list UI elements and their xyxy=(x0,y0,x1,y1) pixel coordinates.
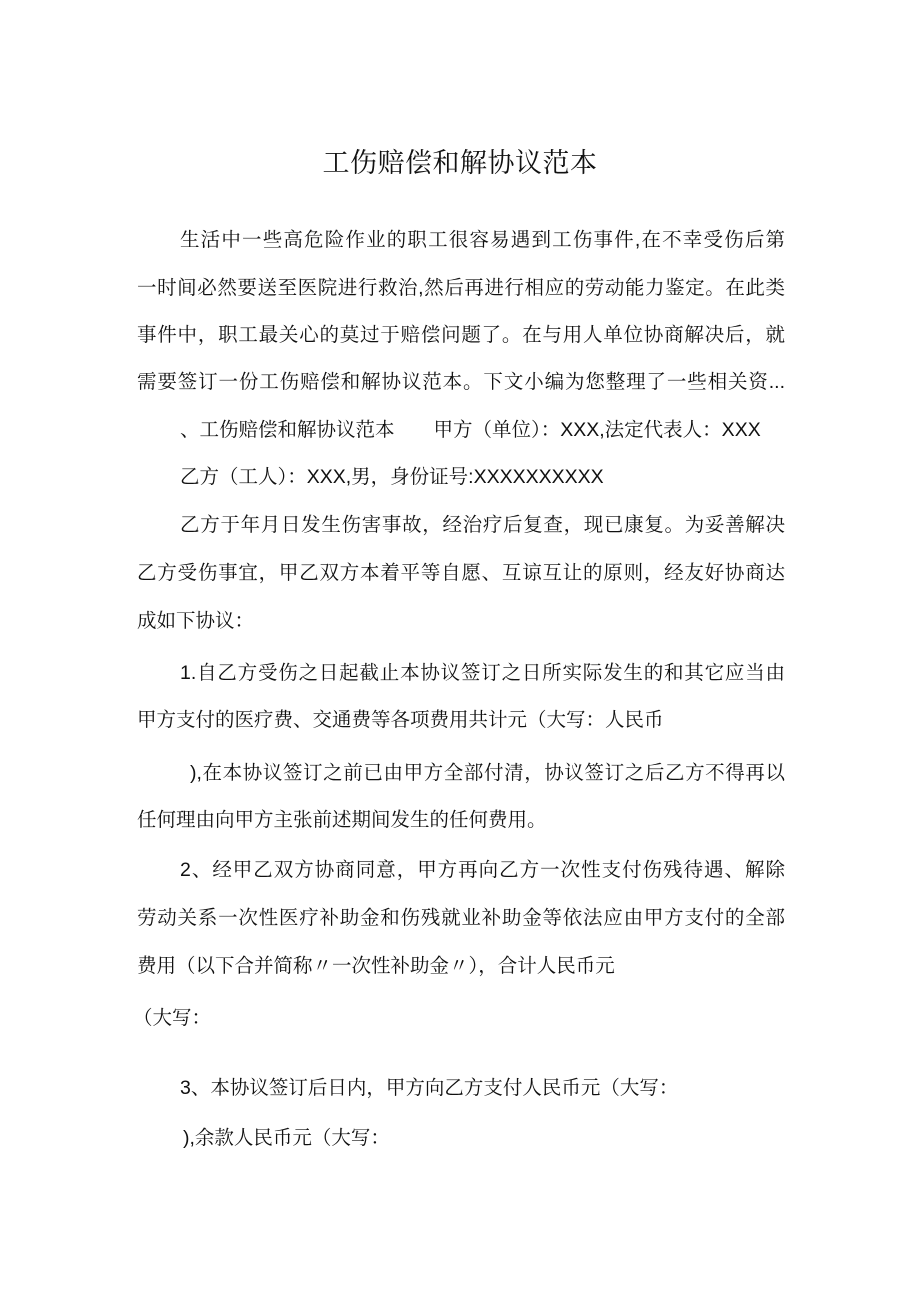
clause-2-line: 劳动关系一次性医疗补助金和伤残就业补助金等依法应由甲方支付的全部 xyxy=(137,907,785,929)
clause-2-line: 2、经甲乙双方协商同意，甲方再向乙方一次性支付伤残待遇、解除 xyxy=(180,859,785,881)
clause-3-line: ),余款人民币元（大写： xyxy=(183,1127,390,1149)
paragraph-line: 成如下协议： xyxy=(137,610,255,632)
clause-1-line: ),在本协议签订之前已由甲方全部付清，协议签订之后乙方不得再以 xyxy=(190,762,785,784)
clause-1-line: 1.自乙方受伤之日起截止本协议签订之日所实际发生的和其它应当由 xyxy=(180,662,785,684)
clause-1-line: 任何理由向甲方主张前述期间发生的任何费用。 xyxy=(137,809,547,831)
paragraph-line: 需要签订一份工伤赔偿和解协议范本。下文小编为您整理了一些相关资... xyxy=(137,371,785,393)
clause-2-line: 费用（以下合并简称〃一次性补助金〃），合计人民币元 xyxy=(137,955,615,977)
paragraph-line: 生活中一些高危险作业的职工很容易遇到工伤事件,在不幸受伤后第 xyxy=(180,229,785,251)
clause-3-line: 3、本协议签订后日内，甲方向乙方支付人民币元（大写： xyxy=(180,1077,679,1099)
paragraph-line: 乙方于年月日发生伤害事故，经治疗后复查，现已康复。为妥善解决 xyxy=(180,514,785,536)
paragraph-line: 乙方受伤事宜，甲乙双方本着平等自愿、互谅互让的原则，经友好协商达 xyxy=(137,562,785,584)
clause-2-line: （大写： xyxy=(133,1007,212,1029)
party-b-line: 乙方（工人）：XXX,男，身份证号:XXXXXXXXXX xyxy=(180,466,604,488)
document-title: 工伤赔偿和解协议范本 xyxy=(322,148,598,179)
paragraph-line: 事件中，职工最关心的莫过于赔偿问题了。在与用人单位协商解决后，就 xyxy=(137,324,785,346)
party-a-line: 、工伤赔偿和解协议范本 甲方（单位）：XXX,法定代表人：XXX xyxy=(180,419,761,441)
paragraph-line: 一时间必然要送至医院进行救治,然后再进行相应的劳动能力鉴定。在此类 xyxy=(137,277,785,299)
clause-1-line: 甲方支付的医疗费、交通费等各项费用共计元（大写：人民币 xyxy=(137,709,664,731)
